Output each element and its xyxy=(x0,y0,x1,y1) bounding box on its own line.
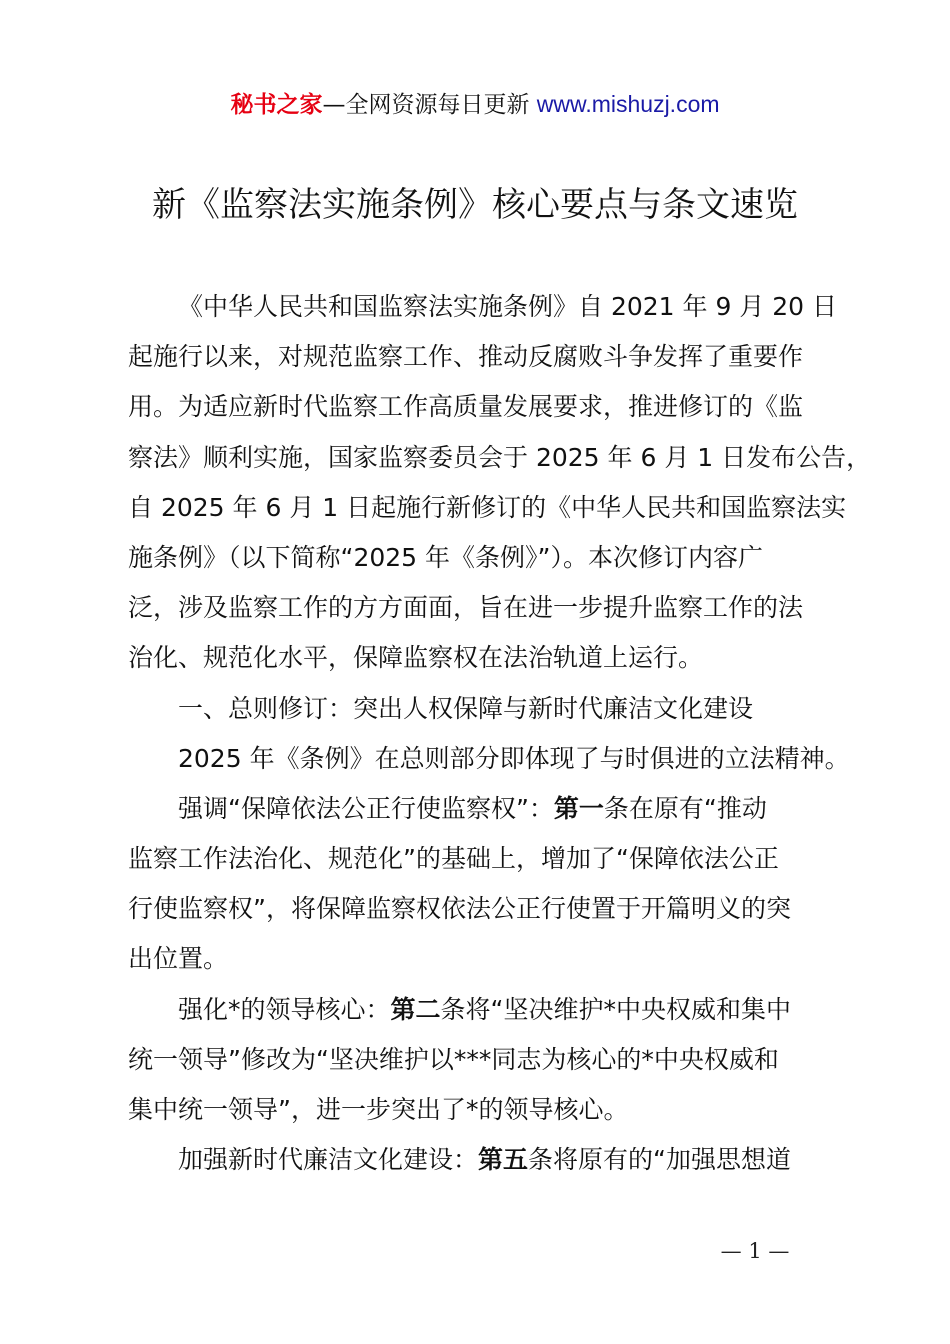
item-label: 强调“保障依法公正行使监察权”： xyxy=(178,793,554,823)
intro-line: 用。为适应新时代监察工作高质量发展要求，推进修订的《监 xyxy=(128,392,804,422)
section-lead: 2025 年《条例》在总则部分即体现了与时俱进的立法精神。 xyxy=(178,743,850,773)
document-title: 新《监察法实施条例》核心要点与条文速览 xyxy=(152,185,798,225)
intro-line: 治化、规范化水平，保障监察权在法治轨道上运行。 xyxy=(128,643,704,673)
article-number: 第二 xyxy=(390,994,441,1024)
intro-line: 《中华人民共和国监察法实施条例》自 2021 年 9 月 20 日 xyxy=(178,292,838,321)
item-first-line xyxy=(128,784,840,834)
document-body xyxy=(128,282,872,1185)
item-line: 集中统一领导”，进一步突出了*的领导核心。 xyxy=(128,1095,629,1124)
site-brand: 秘书之家 xyxy=(230,92,323,118)
item-label: 加强新时代廉洁文化建设： xyxy=(178,1145,479,1175)
item-line: 出位置。 xyxy=(128,944,229,974)
article-number: 第一 xyxy=(553,793,604,823)
site-banner xyxy=(0,86,950,123)
item-text: 条将“坚决维护*中央权威和集中 xyxy=(440,994,791,1024)
item-text: 条将原有的“加强思想道 xyxy=(528,1145,791,1175)
site-url-link[interactable]: www.mishuzj.com xyxy=(536,91,720,117)
intro-line: 自 2025 年 6 月 1 日起施行新修订的《中华人民共和国监察法实 xyxy=(128,492,847,522)
item-first-line xyxy=(128,985,840,1035)
section-heading: 一、总则修订：突出人权保障与新时代廉洁文化建设 xyxy=(178,693,754,723)
article-number: 第五 xyxy=(478,1145,529,1175)
item-line: 统一领导”修改为“坚决维护以***同志为核心的*中央权威和 xyxy=(128,1044,779,1074)
page-number: — 1 — xyxy=(720,1239,790,1263)
intro-line: 察法》顺利实施，国家监察委员会于 2025 年 6 月 1 日发布公告， xyxy=(128,442,872,472)
intro-line: 起施行以来，对规范监察工作、推动反腐败斗争发挥了重要作 xyxy=(128,342,804,372)
item-first-line xyxy=(128,1135,840,1185)
intro-line: 施条例》（以下简称“2025 年《条例》”）。本次修订内容广 xyxy=(128,542,763,572)
intro-line: 泛，涉及监察工作的方方面面，旨在进一步提升监察工作的法 xyxy=(128,593,804,623)
item-text: 条在原有“推动 xyxy=(603,793,767,823)
site-tagline: —全网资源每日更新 xyxy=(322,92,537,118)
item-label: 强化*的领导核心： xyxy=(178,994,391,1024)
item-line: 行使监察权”，将保障监察权依法公正行使置于开篇明义的突 xyxy=(128,894,791,924)
item-line: 监察工作法治化、规范化”的基础上，增加了“保障依法公正 xyxy=(128,844,779,874)
